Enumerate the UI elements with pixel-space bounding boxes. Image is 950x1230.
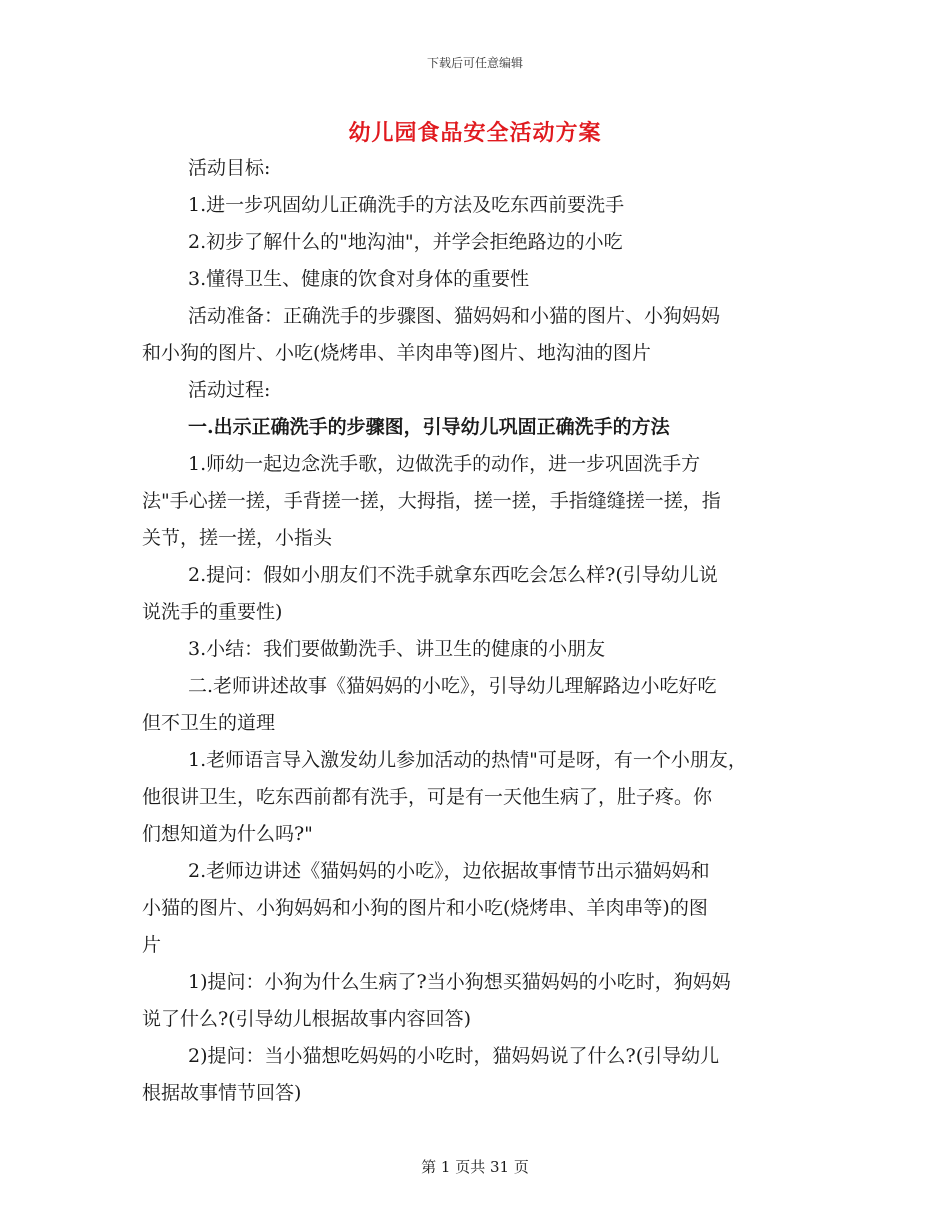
text-line: 说了什么?(引导幼儿根据故事内容回答) bbox=[142, 1008, 472, 1030]
text-line: 3.懂得卫生、健康的饮食对身体的重要性 bbox=[188, 268, 530, 290]
text-line: 1.进一步巩固幼儿正确洗手的方法及吃东西前要洗手 bbox=[188, 194, 625, 216]
document-body bbox=[142, 150, 810, 1112]
text-line: 2.提问：假如小朋友们不洗手就拿东西吃会怎么样?(引导幼儿说 bbox=[188, 564, 718, 586]
text-line: 和小狗的图片、小吃(烧烤串、羊肉串等)图片、地沟油的图片 bbox=[142, 342, 651, 364]
document-title: 幼儿园食品安全活动方案 bbox=[348, 120, 602, 146]
text-line: 他很讲卫生，吃东西前都有洗手，可是有一天他生病了，肚子疼。你 bbox=[142, 786, 713, 808]
text-line: 1.老师语言导入激发幼儿参加活动的热情"可是呀，有一个小朋友， bbox=[188, 749, 747, 771]
page-number-footer: 第 1 页共 31 页 bbox=[421, 1158, 529, 1176]
text-line: 活动准备：正确洗手的步骤图、猫妈妈和小猫的图片、小狗妈妈 bbox=[188, 305, 721, 327]
text-line: 说洗手的重要性) bbox=[142, 601, 283, 623]
text-line: 2.初步了解什么的"地沟油"，并学会拒绝路边的小吃 bbox=[188, 231, 623, 253]
text-line: 活动目标: bbox=[188, 157, 271, 179]
text-line: 小猫的图片、小狗妈妈和小狗的图片和小吃(烧烤串、羊肉串等)的图 bbox=[142, 897, 708, 919]
text-line: 关节，搓一搓，小指头 bbox=[142, 527, 333, 549]
text-line: 片 bbox=[142, 934, 162, 956]
text-line: 但不卫生的道理 bbox=[142, 712, 276, 734]
text-line: 根据故事情节回答) bbox=[142, 1082, 302, 1104]
text-line: 一.出示正确洗手的步骤图，引导幼儿巩固正确洗手的方法 bbox=[188, 416, 670, 438]
text-line: 2.老师边讲述《猫妈妈的小吃》，边依据故事情节出示猫妈妈和 bbox=[188, 860, 710, 882]
text-line: 1)提问：小狗为什么生病了?当小狗想买猫妈妈的小吃时，狗妈妈 bbox=[188, 971, 731, 993]
text-line: 二.老师讲述故事《猫妈妈的小吃》，引导幼儿理解路边小吃好吃 bbox=[188, 675, 717, 697]
text-line: 1.师幼一起边念洗手歌，边做洗手的动作，进一步巩固洗手方 bbox=[188, 453, 701, 475]
text-line: 法"手心搓一搓，手背搓一搓，大拇指，搓一搓，手指缝缝搓一搓，指 bbox=[142, 490, 721, 512]
text-line: 活动过程: bbox=[188, 379, 271, 401]
text-line: 3.小结：我们要做勤洗手、讲卫生的健康的小朋友 bbox=[188, 638, 606, 660]
text-line: 2)提问：当小猫想吃妈妈的小吃时，猫妈妈说了什么?(引导幼儿 bbox=[188, 1045, 720, 1067]
text-line: 们想知道为什么吗?" bbox=[142, 823, 313, 845]
header-note: 下载后可任意编辑 bbox=[426, 56, 523, 70]
